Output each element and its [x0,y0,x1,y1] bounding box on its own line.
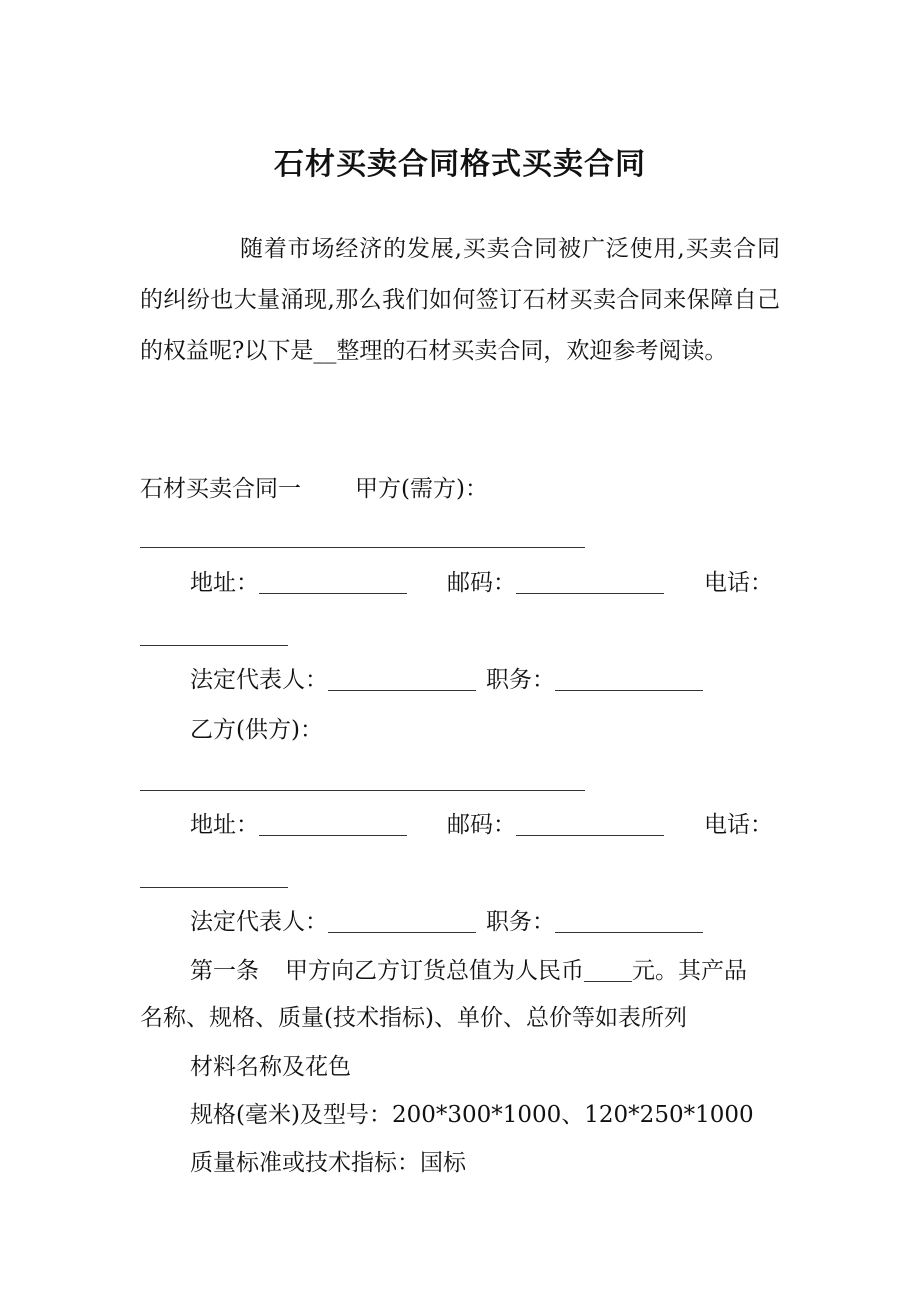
article-1-text-a: 甲方向乙方订货总值为人民币 [285,958,584,984]
article-1-lead: 第一条 [190,958,259,984]
rep-blank [328,932,476,933]
party-a-phone-blank [140,645,288,646]
party-b-label: 乙方(供方)： [190,717,323,743]
rep-label: 法定代表人： [190,909,328,935]
party-a-contact-line [190,566,773,600]
address-blank [259,593,407,594]
quality-line: 质量标准或技术指标：国标 [190,1150,466,1176]
document-title: 石材买卖合同格式买卖合同 [274,147,646,182]
contract-heading: 石材买卖合同一 [140,476,301,502]
postcode-blank [516,593,664,594]
postcode-label: 邮码： [447,812,516,838]
position-label: 职务： [486,667,555,693]
address-blank [259,835,407,836]
rep-blank [328,690,476,691]
postcode-label: 邮码： [447,570,516,596]
party-b-phone-blank [140,887,288,888]
article-1-text-b: 元。其产品 [632,958,747,984]
position-blank [555,690,703,691]
position-blank [555,932,703,933]
party-a-rep-line [190,663,703,697]
party-a-name-blank [140,547,585,548]
party-a-heading-line [140,472,488,506]
article-1-line-2: 名称、规格、质量(技术指标)、单价、总价等如表所列 [140,1005,687,1031]
intro-paragraph: 随着市场经济的发展,买卖合同被广泛使用,买卖合同的纠纷也大量涌现,那么我们如何签订石材买卖合同来保障自己的权益呢?以下是__整理的石材买卖合同，欢迎参考阅读。 [140,236,780,364]
party-b-contact-line [190,808,773,842]
party-b-name-blank [140,790,585,791]
article-1-line-1 [190,954,747,988]
spec-line: 规格(毫米)及型号：200*300*1000、120*250*1000 [190,1102,754,1128]
postcode-blank [516,835,664,836]
rep-label: 法定代表人： [190,667,328,693]
address-label: 地址： [190,812,259,838]
phone-label: 电话： [704,570,773,596]
material-name-line: 材料名称及花色 [190,1054,351,1080]
phone-label: 电话： [704,812,773,838]
address-label: 地址： [190,570,259,596]
party-b-rep-line [190,905,703,939]
party-a-label: 甲方(需方)： [355,476,488,502]
amount-blank [584,981,632,982]
position-label: 职务： [486,909,555,935]
